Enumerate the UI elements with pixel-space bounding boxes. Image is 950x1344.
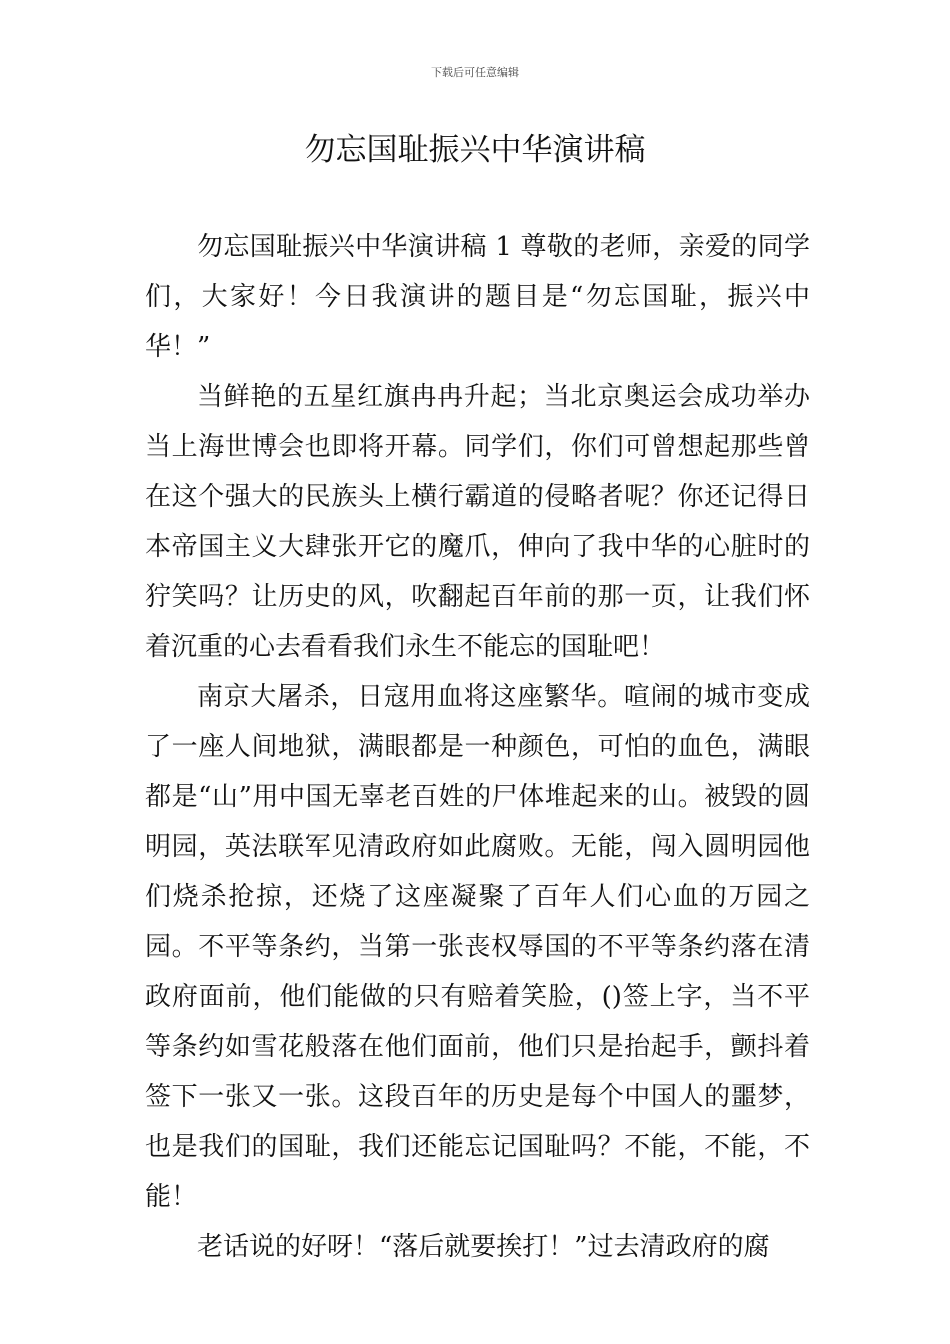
paragraph-4: 老话说的好呀！“落后就要挨打！”过去清政府的腐 [197,1232,770,1262]
paragraph-1: 勿忘国耻振兴中华演讲稿 1 尊敬的老师，亲爱的同学们，大家好！今日我演讲的题目是“勿忘国耻，振兴中华！” [145,232,810,362]
header-note: 下载后可任意编辑 [431,66,519,79]
document-body [145,222,810,1272]
document-title: 勿忘国耻振兴中华演讲稿 [304,132,646,168]
paragraph-3: 南京大屠杀，日寇用血将这座繁华。喧闹的城市变成了一座人间地狱，满眼都是一种颜色，可怕的血色，满眼都是“山”用中国无辜老百姓的尸体堆起来的山。被毁的圆明园，英法联军见清政府如此腐败。无能，闯入圆明园他们烧杀抢掠，还烧了这座凝聚了百年人们心血的万园之园。不平等条约，当第一张丧权辱国的不平等条约落在清政府面前，他们能做的只有赔着笑脸，()签上字，当不平等条约如雪花般落在他们面前，他们只是抬起手，颤抖着签下一张又一张。这段百年的历史是每个中国人的噩梦，也是我们的国耻，我们还能忘记国耻吗？不能，不能，不能！ [145,682,810,1212]
paragraph-2: 当鲜艳的五星红旗冉冉升起；当北京奥运会成功举办当上海世博会也即将开幕。同学们，你们可曾想起那些曾在这个强大的民族头上横行霸道的侵略者呢？你还记得日本帝国主义大肆张开它的魔爪，伸向了我中华的心脏时的狞笑吗？让历史的风，吹翻起百年前的那一页，让我们怀着沉重的心去看看我们永生不能忘的国耻吧！ [145,382,810,662]
